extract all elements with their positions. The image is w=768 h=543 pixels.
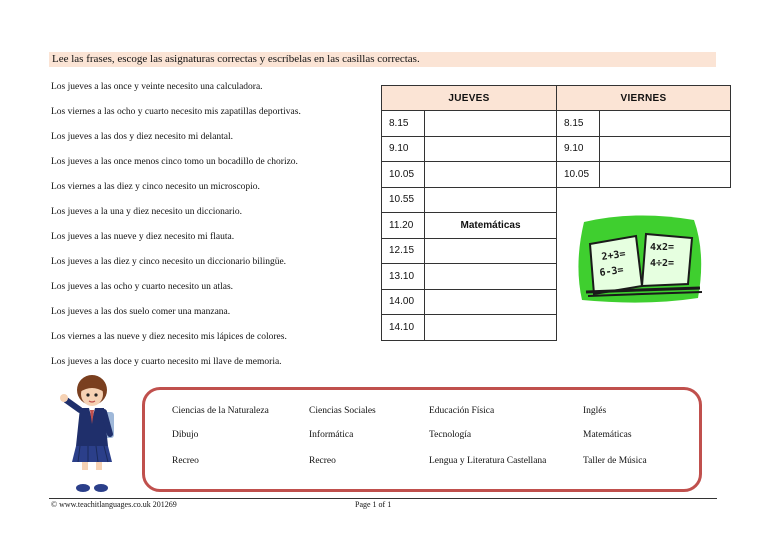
- table-row: [557, 162, 731, 188]
- subject-option: Lengua y Literatura Castellana: [429, 456, 547, 466]
- time-cell: 8.15: [557, 111, 600, 137]
- table-row: [557, 111, 731, 137]
- sentence: Los jueves a las nueve y diez necesito mi flauta.: [51, 232, 235, 242]
- thursday-header: JUEVES: [382, 86, 557, 111]
- table-row: [382, 111, 557, 137]
- footer-divider: [49, 498, 717, 499]
- sentence: Los jueves a las dos y diez necesito mi delantal.: [51, 132, 234, 142]
- subject-cell[interactable]: [425, 111, 557, 137]
- table-row: [382, 289, 557, 315]
- book-sum-1: 2+3=: [600, 248, 627, 263]
- subject-cell[interactable]: Matemáticas: [425, 213, 557, 239]
- sentence: Los viernes a las nueve y diez necesito mis lápices de colores.: [51, 332, 287, 342]
- friday-header: VIERNES: [557, 86, 731, 111]
- sentence: Los jueves a las once menos cinco tomo un bocadillo de chorizo.: [51, 157, 298, 167]
- page-number: Page 1 of 1: [355, 500, 392, 509]
- time-cell: 14.00: [382, 289, 425, 315]
- sentence: Los viernes a las diez y cinco necesito un microscopio.: [51, 182, 260, 192]
- subject-cell[interactable]: [425, 162, 557, 188]
- subject-option: Informática: [309, 430, 354, 440]
- subject-cell[interactable]: [425, 264, 557, 290]
- sentence: Los viernes a las ocho y cuarto necesito mis zapatillas deportivas.: [51, 107, 301, 117]
- sentence: Los jueves a las once y veinte necesito una calculadora.: [51, 82, 263, 92]
- subject-cell[interactable]: [425, 136, 557, 162]
- table-row: [382, 187, 557, 213]
- subject-option: Ciencias de la Naturaleza: [172, 406, 269, 416]
- instructions: Lee las frases, escoge las asignaturas correctas y escríbelas en las casillas correctas.: [49, 52, 716, 67]
- footer-copyright: © www.teachitlanguages.co.uk 201269: [51, 500, 177, 509]
- subject-option: Ciencias Sociales: [309, 406, 376, 416]
- sentence: Los jueves a la una y diez necesito un diccionario.: [51, 207, 242, 217]
- subject-cell[interactable]: [425, 238, 557, 264]
- book-sum-2: 6-3=: [598, 264, 625, 279]
- time-cell: 14.10: [382, 315, 425, 341]
- table-row: [382, 264, 557, 290]
- friday-timetable: [556, 85, 731, 188]
- table-row: [382, 238, 557, 264]
- time-cell: 10.05: [557, 162, 600, 188]
- subject-cell[interactable]: [425, 289, 557, 315]
- time-cell: 11.20: [382, 213, 425, 239]
- time-cell: 9.10: [382, 136, 425, 162]
- thursday-timetable: [381, 85, 557, 341]
- table-row: [382, 136, 557, 162]
- subject-option: Taller de Música: [583, 456, 647, 466]
- math-book-illustration: [576, 214, 706, 304]
- sentence: Los jueves a las dos suelo comer una manzana.: [51, 307, 231, 317]
- table-row: [382, 315, 557, 341]
- time-cell: 10.05: [382, 162, 425, 188]
- sentence: Los jueves a las diez y cinco necesito un diccionario bilingüe.: [51, 257, 287, 267]
- subject-cell[interactable]: [599, 111, 730, 137]
- sentence-list: [51, 80, 301, 380]
- subject-option: Dibujo: [172, 430, 199, 440]
- time-cell: 9.10: [557, 136, 600, 162]
- time-cell: 8.15: [382, 111, 425, 137]
- schoolgirl-illustration: [58, 374, 126, 498]
- table-row: [382, 213, 557, 239]
- subject-cell[interactable]: [425, 187, 557, 213]
- subject-option: Matemáticas: [583, 430, 632, 440]
- subject-cell[interactable]: [425, 315, 557, 341]
- time-cell: 12.15: [382, 238, 425, 264]
- sentence: Los jueves a las ocho y cuarto necesito un atlas.: [51, 282, 234, 292]
- subject-option: Recreo: [172, 456, 199, 466]
- table-row: [382, 162, 557, 188]
- table-row: [557, 136, 731, 162]
- book-sum-3: 4x2=: [650, 242, 675, 253]
- subject-option: Educación Física: [429, 406, 495, 416]
- sentence: Los jueves a las doce y cuarto necesito mi llave de memoria.: [51, 357, 282, 367]
- time-cell: 13.10: [382, 264, 425, 290]
- subject-cell[interactable]: [599, 136, 730, 162]
- subject-cell[interactable]: [599, 162, 730, 188]
- time-cell: 10.55: [382, 187, 425, 213]
- book-sum-4: 4÷2=: [650, 258, 675, 269]
- subject-option: Inglés: [583, 406, 607, 416]
- subject-option: Tecnología: [429, 430, 472, 440]
- subject-option: Recreo: [309, 456, 336, 466]
